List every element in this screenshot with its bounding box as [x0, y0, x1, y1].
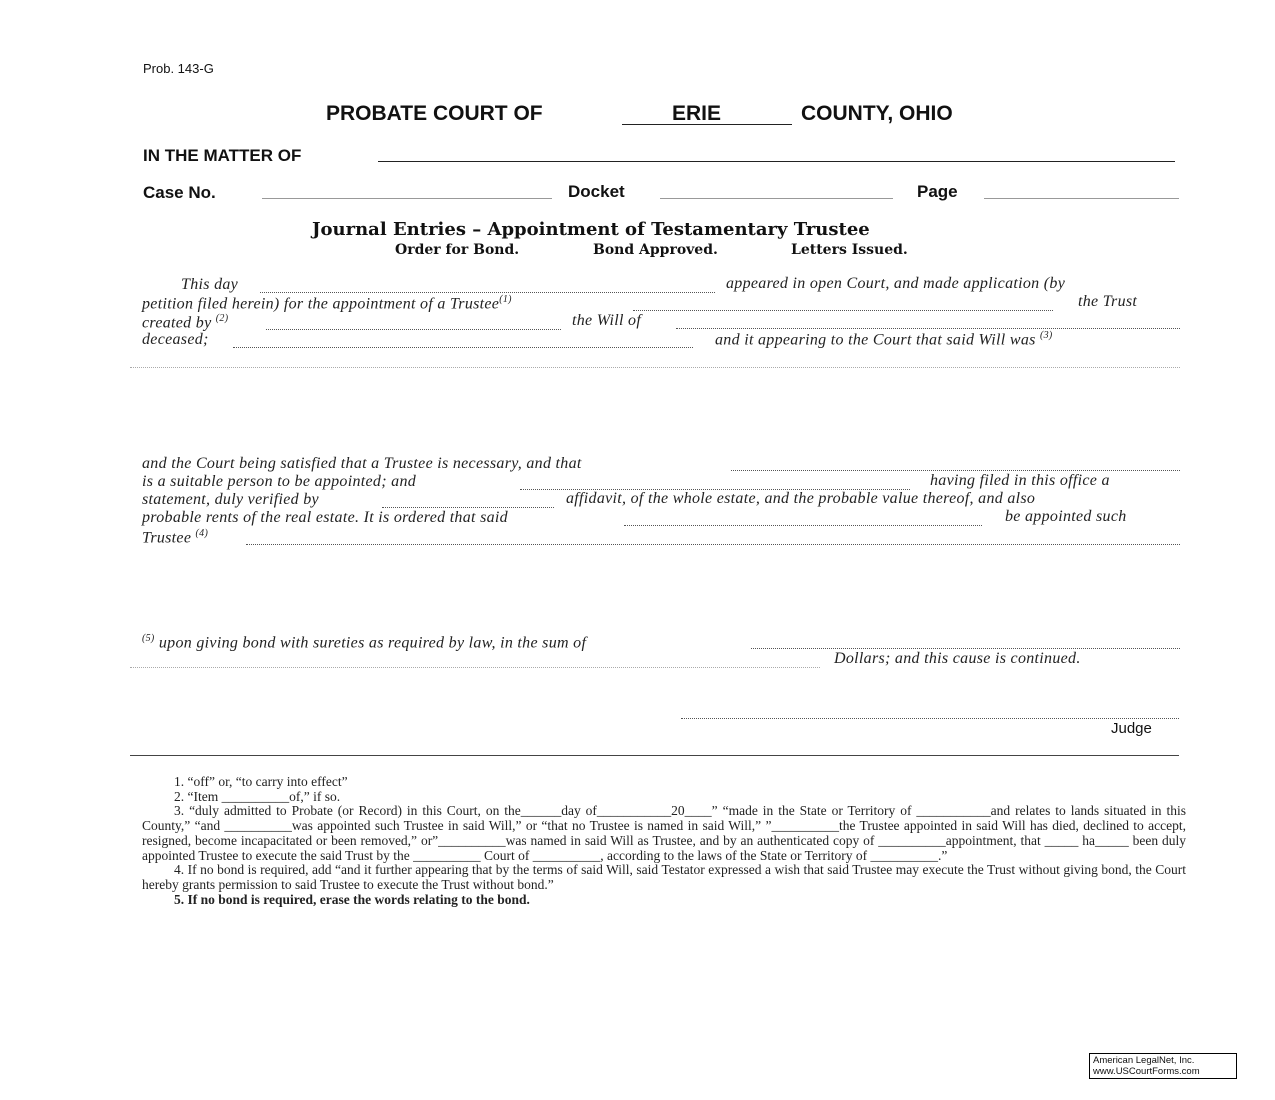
judge-signature-field[interactable] [681, 718, 1179, 719]
subtitle-letters: Letters Issued. [791, 242, 908, 258]
footnote-4: 4. If no bond is required, add “and it further appearing that by the terms of said Will, said Testator expressed a wish that said Trustee may execute the Trust without giving bond, the Court hereby grants permission to said Trustee to execute the Trust without bond.” [142, 862, 1186, 892]
page-label: Page [917, 182, 958, 201]
will-status-field[interactable] [130, 367, 1180, 368]
court-suffix: COUNTY, OHIO [801, 102, 953, 125]
document-title: Journal Entries – Appointment of Testamentary Trustee [312, 219, 870, 240]
case-field[interactable] [262, 198, 552, 199]
text: deceased; [142, 331, 209, 348]
text: $^{(5)}$ upon giving bond with sureties as required by law, in the sum of [142, 633, 587, 652]
subtitle-approved: Bond Approved. [593, 242, 718, 258]
court-prefix: PROBATE COURT OF [326, 102, 543, 125]
form-id: Prob. 143-G [143, 61, 214, 76]
applicant-field[interactable] [260, 292, 715, 293]
text: affidavit, of the whole estate, and the probable value thereof, and also [566, 490, 1036, 507]
footnote-1: 1. “off” or, “to carry into effect” [174, 774, 348, 789]
text: Trustee $^{(4)}$ [142, 528, 209, 547]
footnote-2: 2. “Item __________of,” if so. [174, 788, 341, 804]
text: created by $^{(2)}$ [142, 313, 229, 332]
verified-by-field[interactable] [382, 507, 554, 508]
divider [130, 755, 1179, 756]
subtitle-order: Order for Bond. [395, 242, 520, 258]
deceased-field[interactable] [233, 347, 693, 348]
judge-label: Judge [1111, 720, 1152, 737]
publisher-logo [1089, 1053, 1237, 1079]
text: be appointed such [1005, 508, 1127, 525]
footnote-3: 3. “duly admitted to Probate (or Record) in this Court, on the______day of___________20____” “made in the State or Territory of ___________and relates to lands situated in this County,” “and __________was appointed such Trustee in said Will,” or “that no Trustee is named in said Will,” ”__________the Trustee appointed in said Will has died, declined to accept, resigned, become incapacitated or been removed,” or”__________was named in said Will as Trustee, and by an authenticated copy of __________appointment, that _____ ha_____ been duly appointed Trustee to execute the said Trust by the __________ Court of __________, according to the laws of the State or Territory of __________.” [142, 803, 1186, 863]
appointee-field[interactable] [624, 525, 982, 526]
text: probable rents of the real estate. It is ordered that said [142, 509, 508, 526]
text: and the Court being satisfied that a Trustee is necessary, and that [142, 455, 582, 472]
footnotes [142, 775, 1186, 907]
docket-label: Docket [568, 182, 625, 201]
text: the Will of [572, 312, 642, 329]
bond-amount-field[interactable] [751, 648, 1180, 649]
matter-field[interactable] [378, 161, 1175, 162]
testator-field[interactable] [676, 328, 1180, 329]
text: the Trust [1078, 293, 1138, 310]
case-label: Case No. [143, 183, 216, 202]
footnote-5: 5. If no bond is required, erase the words relating to the bond. [174, 891, 530, 907]
docket-field[interactable] [660, 198, 893, 199]
trustee-name-field[interactable] [731, 470, 1180, 471]
trustee-field[interactable] [633, 310, 1053, 311]
text: This day [181, 276, 239, 293]
text: having filed in this office a [930, 472, 1110, 489]
publisher-url: www.USCourtForms.com [1093, 1066, 1200, 1077]
text: statement, duly verified by [142, 491, 319, 508]
matter-label: IN THE MATTER OF [143, 146, 302, 165]
created-by-field[interactable] [266, 329, 561, 330]
text: Dollars; and this cause is continued. [834, 650, 1081, 667]
text: appeared in open Court, and made application (by [726, 275, 1066, 292]
text: petition filed herein) for the appointment of a Trustee$^{(1)}$ [142, 294, 512, 313]
text: and it appearing to the Court that said Will was $^{(3)}$ [715, 330, 1053, 349]
county-value[interactable]: ERIE [672, 102, 722, 125]
text: is a suitable person to be appointed; and [142, 473, 417, 490]
trustee-details-field[interactable] [246, 544, 1180, 545]
publisher-name: American LegalNet, Inc. [1093, 1055, 1195, 1066]
bond-words-field[interactable] [130, 667, 820, 668]
page-field[interactable] [984, 198, 1179, 199]
